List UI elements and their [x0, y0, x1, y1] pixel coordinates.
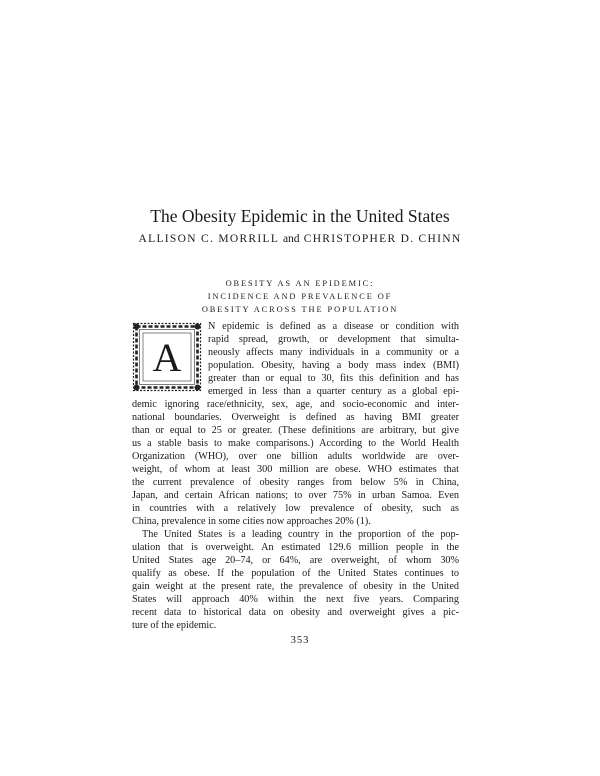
- body-text-line: ture of the epidemic.: [132, 620, 217, 631]
- body-text-line: in countries with a relatively low prevalence of obesity, such as: [132, 503, 459, 514]
- author-name: ALLISON C. MORRILL: [138, 233, 279, 245]
- body-text-line: population. Obesity, having a body mass index (BMI): [208, 360, 459, 371]
- body-text-line: weight, of whom at least 300 million are obese. WHO estimates that: [132, 464, 459, 475]
- author-name: CHRISTOPHER D. CHINN: [303, 233, 462, 245]
- body-text-line: emerged in less than a quarter century as a global epi-: [208, 386, 459, 397]
- section-heading-line: OBESITY ACROSS THE POPULATION: [201, 305, 399, 314]
- body-text-line: the current prevalence of obesity ranges from below 5% in China,: [132, 477, 459, 488]
- body-text-line: Organization (WHO), over one billion adults worldwide are over-: [132, 451, 459, 462]
- body-text-line: China, prevalence in some cities now approaches 20% (1).: [132, 516, 371, 527]
- body-text-line: gain weight at the present rate, the prevalence of obesity in the United: [132, 581, 459, 592]
- author-conjunction: and: [282, 233, 300, 245]
- body-text-line: The United States is a leading country in the proportion of the pop-: [142, 529, 459, 540]
- section-heading-line: INCIDENCE AND PREVALENCE OF: [207, 292, 393, 301]
- drop-cap-letter: A: [152, 335, 182, 380]
- body-text-line: national boundaries. Overweight is defined as having BMI greater: [132, 412, 459, 423]
- body-text-line: qualify as obese. If the population of the United States continues to: [132, 568, 459, 579]
- body-text-line: rapid spread, growth, or development that simulta-: [208, 334, 459, 345]
- body-text-line: neously affects many individuals in a community or a: [208, 347, 459, 358]
- article-title: The Obesity Epidemic in the United States: [150, 206, 450, 226]
- body-text-line: Japan, and certain African nations; to over 75% in urban Samoa. Even: [132, 490, 459, 501]
- body-text-line: recent data to historical data on obesity and overweight gives a pic-: [132, 607, 459, 618]
- body-text-line: States will approach 40% within the next five years. Comparing: [132, 594, 459, 605]
- body-text-line: N epidemic is defined as a disease or condition with: [208, 321, 459, 332]
- body-text-line: greater than or equal to 30, fits this definition and has: [208, 373, 459, 384]
- drop-cap: [132, 322, 202, 392]
- section-heading-line: OBESITY AS AN EPIDEMIC:: [225, 279, 375, 288]
- body-text-line: United States age 20–74, or 64%, are overweight, of whom 30%: [132, 555, 459, 566]
- body-text-line: ulation that is overweight. An estimated 129.6 million people in the: [132, 542, 459, 553]
- section-heading: [100, 277, 500, 316]
- page-number: 353: [290, 635, 310, 646]
- author-line: [0, 233, 600, 245]
- body-text-line: than or equal to 25 or greater. (These definitions are arbitrary, but give: [132, 425, 459, 436]
- body-text-line: demic ignoring race/ethnicity, sex, age, and socio-economic and inter-: [132, 399, 459, 410]
- body-text-line: us a stable basis to make comparisons.) According to the World Health: [132, 438, 459, 449]
